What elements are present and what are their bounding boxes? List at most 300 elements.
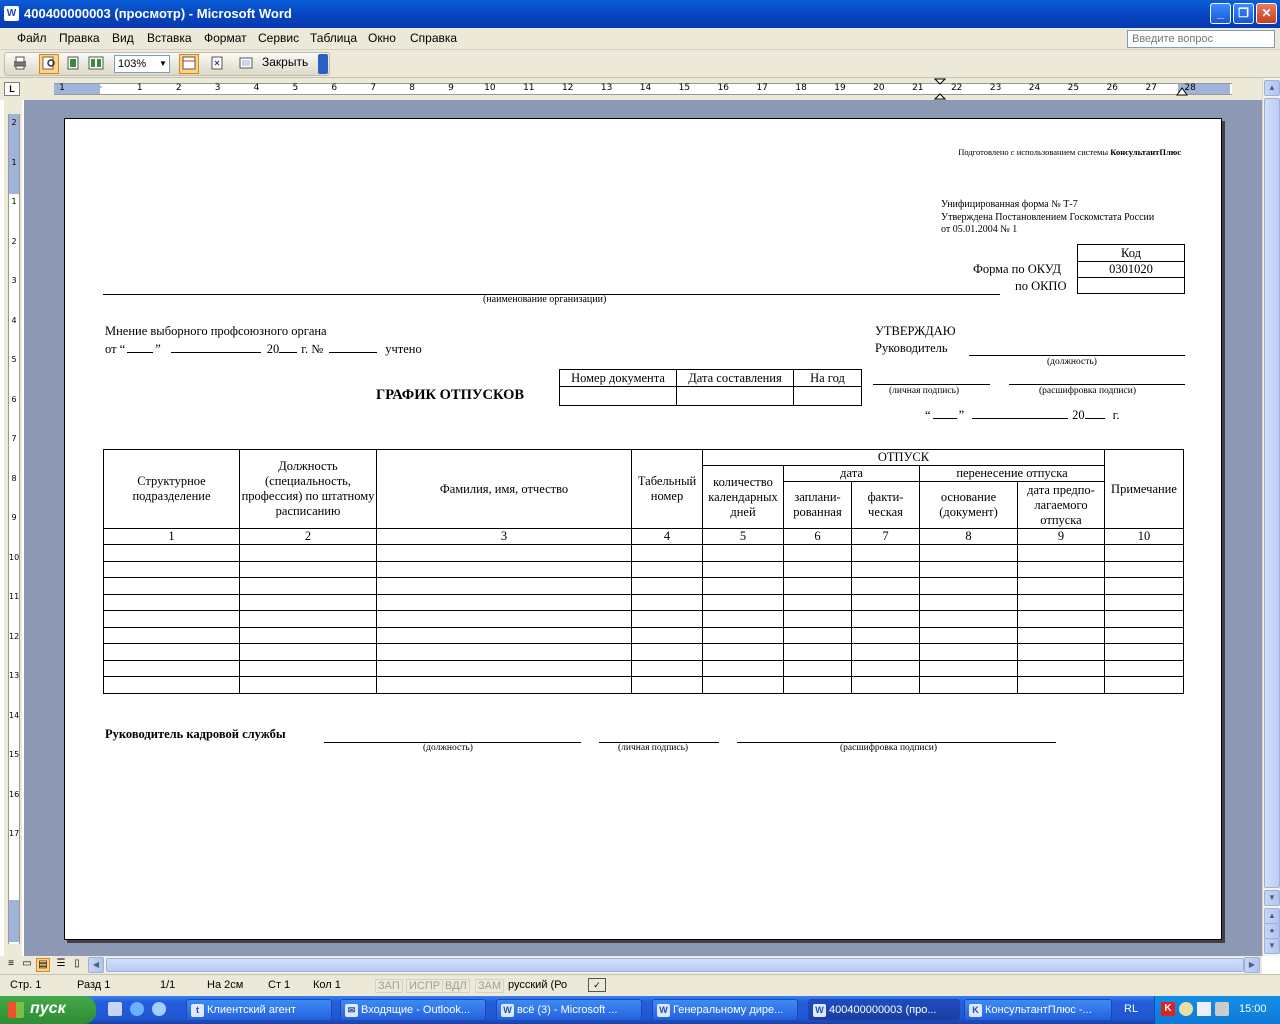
menu-bar xyxy=(0,28,1280,50)
table-cell[interactable] xyxy=(377,561,632,578)
table-cell[interactable] xyxy=(1018,627,1105,644)
consultant-icon: K xyxy=(969,1004,982,1017)
table-cell[interactable] xyxy=(104,677,240,694)
vertical-ruler-mark: 3 xyxy=(11,276,17,285)
ask-question-input[interactable]: Введите вопрос xyxy=(1127,30,1275,48)
ruler-mark: 21 xyxy=(912,83,924,93)
ruler-icon xyxy=(181,55,197,71)
ruler-mark: 12 xyxy=(561,83,574,93)
vertical-ruler xyxy=(4,100,22,956)
view-ruler-button[interactable] xyxy=(179,54,199,74)
table-row xyxy=(104,660,1184,677)
table-cell[interactable] xyxy=(784,677,852,694)
vertical-scrollbar[interactable] xyxy=(1262,78,1280,956)
table-cell[interactable] xyxy=(703,660,784,677)
vertical-ruler-mark: 14 xyxy=(9,710,20,720)
zoom-value: 103% xyxy=(118,58,147,70)
table-cell[interactable] xyxy=(703,545,784,562)
restore-button[interactable]: ❐ xyxy=(1233,3,1254,24)
one-page-button[interactable] xyxy=(63,54,83,74)
table-cell[interactable] xyxy=(104,561,240,578)
table-cell[interactable] xyxy=(632,578,703,595)
header-basis: основание (документ) xyxy=(920,482,1018,529)
vertical-ruler-mark: 6 xyxy=(11,394,17,404)
task-current-document[interactable] xyxy=(808,999,960,1021)
word-icon: W xyxy=(657,1004,670,1017)
okpo-label: по ОКПО xyxy=(1015,279,1067,293)
table-cell[interactable] xyxy=(240,644,377,661)
table-cell[interactable] xyxy=(1105,644,1184,661)
union-year-blank xyxy=(279,341,297,353)
approval-date-line xyxy=(925,407,1119,423)
table-cell[interactable] xyxy=(1018,561,1105,578)
meta-date-cell[interactable] xyxy=(677,387,794,406)
select-browse-object-button[interactable]: ● xyxy=(1264,923,1280,939)
table-cell[interactable] xyxy=(1105,561,1184,578)
scroll-left-button[interactable]: ◀ xyxy=(88,957,104,973)
union-day-blank xyxy=(127,341,153,353)
meta-year-cell[interactable] xyxy=(794,387,862,406)
magnifier-button[interactable] xyxy=(39,54,59,74)
header-vacation: ОТПУСК xyxy=(703,450,1105,466)
table-cell[interactable] xyxy=(852,611,920,628)
table-cell[interactable] xyxy=(1018,644,1105,661)
tab-selector[interactable]: L xyxy=(4,82,20,96)
header-name: Фамилия, имя, отчество xyxy=(377,450,632,529)
table-cell[interactable] xyxy=(920,545,1018,562)
approval-month-blank xyxy=(972,407,1068,419)
ruler-mark: 20 xyxy=(873,83,885,93)
table-cell[interactable] xyxy=(920,627,1018,644)
table-cell[interactable] xyxy=(1018,578,1105,595)
vertical-ruler-mark: 11 xyxy=(9,592,20,601)
approval-q2: ” xyxy=(958,408,965,422)
table-cell[interactable] xyxy=(377,611,632,628)
table-cell[interactable] xyxy=(920,594,1018,611)
system-tray xyxy=(1154,996,1280,1024)
task-label: КонсультантПлюс -... xyxy=(985,1004,1092,1016)
outlook-icon: ✉ xyxy=(345,1004,358,1017)
ruler-mark: 8 xyxy=(409,83,415,93)
table-cell[interactable] xyxy=(852,545,920,562)
menu-format[interactable]: Формат xyxy=(204,31,247,45)
column-number-cell: 6 xyxy=(784,529,852,545)
table-cell[interactable] xyxy=(240,611,377,628)
table-cell[interactable] xyxy=(1018,594,1105,611)
menu-insert[interactable]: Вставка xyxy=(147,31,192,45)
vertical-ruler-mark: 4 xyxy=(11,315,17,325)
table-cell[interactable] xyxy=(377,660,632,677)
reading-view-icon[interactable]: ▯ xyxy=(74,958,80,969)
task-icon: t xyxy=(191,1004,204,1017)
table-cell[interactable] xyxy=(920,561,1018,578)
column-number-cell: 3 xyxy=(377,529,632,545)
menu-tools[interactable]: Сервис xyxy=(258,31,300,45)
indent-marker-icon[interactable] xyxy=(934,78,946,100)
code-header: Код xyxy=(1078,245,1185,262)
meta-doc-number-cell[interactable] xyxy=(560,387,677,406)
union-opinion-label: Мнение выборного профсоюзного органа xyxy=(105,324,327,338)
table-cell[interactable] xyxy=(784,578,852,595)
network-icon[interactable] xyxy=(1197,1002,1211,1016)
table-cell[interactable] xyxy=(703,644,784,661)
table-cell[interactable] xyxy=(632,627,703,644)
table-cell[interactable] xyxy=(240,627,377,644)
task-outlook[interactable] xyxy=(340,999,486,1021)
table-cell[interactable] xyxy=(703,627,784,644)
next-page-button[interactable]: ▼ xyxy=(1264,938,1280,954)
language-indicator[interactable]: RL xyxy=(1124,1003,1139,1015)
task-label: всё (3) - Microsoft ... xyxy=(517,1004,618,1016)
table-cell[interactable] xyxy=(920,677,1018,694)
head-position-caption: (должность) xyxy=(1047,357,1097,367)
horizontal-scrollbar xyxy=(0,956,1262,974)
table-cell[interactable] xyxy=(632,561,703,578)
vertical-ruler-mark: 1 xyxy=(11,157,17,167)
meta-date-header: Дата составления xyxy=(677,370,794,387)
table-row xyxy=(104,578,1184,595)
table-cell[interactable] xyxy=(240,578,377,595)
table-cell[interactable] xyxy=(784,644,852,661)
status-track-changes[interactable]: ИСПР xyxy=(406,979,443,993)
table-cell[interactable] xyxy=(632,611,703,628)
table-cell[interactable] xyxy=(1018,545,1105,562)
clock: 15:00 xyxy=(1239,1003,1267,1015)
table-cell[interactable] xyxy=(703,561,784,578)
table-cell[interactable] xyxy=(377,578,632,595)
status-language[interactable]: русский (Ро xyxy=(508,979,568,991)
table-cell[interactable] xyxy=(104,545,240,562)
table-cell[interactable] xyxy=(1018,611,1105,628)
vertical-ruler-mark: 8 xyxy=(11,473,17,483)
table-cell[interactable] xyxy=(240,677,377,694)
table-cell[interactable] xyxy=(852,594,920,611)
one-page-icon xyxy=(65,55,81,71)
table-cell[interactable] xyxy=(784,561,852,578)
table-cell[interactable] xyxy=(784,611,852,628)
table-cell[interactable] xyxy=(1105,627,1184,644)
header-tab-number: Табельный номер xyxy=(632,450,703,529)
ruler-mark: 10 xyxy=(484,83,496,93)
ruler-mark: 19 xyxy=(834,83,846,93)
table-cell[interactable] xyxy=(240,594,377,611)
table-cell[interactable] xyxy=(920,611,1018,628)
org-caption: (наименование организации) xyxy=(483,294,607,305)
table-cell[interactable] xyxy=(852,578,920,595)
start-button[interactable] xyxy=(0,996,96,1024)
close-preview-button[interactable]: Закрыть xyxy=(262,55,309,69)
vertical-ruler-mark: 13 xyxy=(9,671,20,680)
union-year-prefix: 20 xyxy=(266,342,280,356)
shrink-to-fit-button[interactable] xyxy=(207,54,227,74)
hr-head-label: Руководитель кадровой службы xyxy=(105,727,286,741)
header-position: Должность (специальность, профессия) по штатному расписанию xyxy=(240,450,377,529)
vertical-ruler-mark: 5 xyxy=(11,355,17,364)
vertical-ruler-mark: 15 xyxy=(9,750,20,759)
unified-form-line: Унифицированная форма № Т-7 xyxy=(941,199,1078,210)
table-cell[interactable] xyxy=(703,677,784,694)
table-cell[interactable] xyxy=(632,644,703,661)
print-button[interactable] xyxy=(10,54,30,74)
print-preview-toolbar xyxy=(0,50,1280,78)
vertical-ruler-mark: 1 xyxy=(11,197,17,206)
table-cell[interactable] xyxy=(920,644,1018,661)
okpo-value xyxy=(1078,278,1185,294)
header-planned: заплани-рованная xyxy=(784,482,852,529)
table-cell[interactable] xyxy=(852,644,920,661)
printer-icon xyxy=(12,55,28,71)
zoom-select[interactable] xyxy=(114,55,170,73)
column-number-cell: 5 xyxy=(703,529,784,545)
hr-signature-caption: (личная подпись) xyxy=(618,743,689,753)
head-label: Руководитель xyxy=(875,341,948,355)
hr-decode-caption: (расшифровка подписи) xyxy=(840,743,937,753)
scroll-thumb[interactable] xyxy=(1264,98,1280,888)
table-cell[interactable] xyxy=(852,660,920,677)
task-client-agent[interactable] xyxy=(186,999,332,1021)
header-unit: Структурное подразделение xyxy=(104,450,240,529)
table-cell[interactable] xyxy=(920,660,1018,677)
task-general-director[interactable] xyxy=(652,999,798,1021)
print-layout-icon[interactable]: ▤ xyxy=(36,958,50,972)
table-cell[interactable] xyxy=(104,660,240,677)
multiple-pages-button[interactable] xyxy=(86,54,106,74)
header-days: количество календарных дней xyxy=(703,466,784,529)
antivirus-icon[interactable]: K xyxy=(1161,1002,1175,1016)
table-cell[interactable] xyxy=(1105,611,1184,628)
ruler-mark: 1 xyxy=(136,83,143,93)
table-cell[interactable] xyxy=(377,677,632,694)
table-cell[interactable] xyxy=(703,611,784,628)
column-numbers-row xyxy=(104,529,1184,545)
table-cell[interactable] xyxy=(104,627,240,644)
table-cell[interactable] xyxy=(784,627,852,644)
table-cell[interactable] xyxy=(852,627,920,644)
table-cell[interactable] xyxy=(784,545,852,562)
word-app-icon[interactable]: W xyxy=(4,6,19,21)
table-cell[interactable] xyxy=(1105,594,1184,611)
internet-explorer-icon[interactable] xyxy=(152,1002,166,1016)
outlook-quicklaunch-icon[interactable] xyxy=(130,1002,144,1016)
tray-app-icon[interactable] xyxy=(1179,1002,1193,1016)
head-decode-line xyxy=(1009,384,1185,385)
table-cell[interactable] xyxy=(852,561,920,578)
vacation-schedule-table xyxy=(103,449,1184,694)
table-cell[interactable] xyxy=(240,660,377,677)
menu-edit[interactable]: Правка xyxy=(59,31,100,45)
vertical-ruler-mark: 7 xyxy=(11,434,17,443)
chevron-down-icon: ▼ xyxy=(159,59,167,68)
ruler-mark: 25 xyxy=(1067,83,1080,93)
prepared-brand: КонсультантПлюс xyxy=(1110,147,1181,157)
table-cell[interactable] xyxy=(104,611,240,628)
vertical-ruler-track xyxy=(8,114,20,944)
table-cell[interactable] xyxy=(1105,677,1184,694)
menu-view[interactable]: Вид xyxy=(112,31,134,45)
table-cell[interactable] xyxy=(784,594,852,611)
table-row xyxy=(104,594,1184,611)
ruler-mark: 22 xyxy=(950,83,963,93)
table-cell[interactable] xyxy=(1018,677,1105,694)
close-window-button[interactable]: ✕ xyxy=(1256,3,1277,24)
volume-icon[interactable] xyxy=(1215,1002,1229,1016)
header-note: Примечание xyxy=(1105,450,1184,529)
column-number-cell: 4 xyxy=(632,529,703,545)
table-cell[interactable] xyxy=(1105,545,1184,562)
table-cell[interactable] xyxy=(104,594,240,611)
status-page: Стр. 1 xyxy=(10,979,42,991)
table-cell[interactable] xyxy=(784,660,852,677)
minimize-button[interactable]: _ xyxy=(1210,3,1231,24)
window-title: 400400000003 (просмотр) - Microsoft Word xyxy=(24,6,292,21)
union-month-blank xyxy=(171,341,261,353)
vertical-ruler-bottom-margin xyxy=(9,900,19,942)
union-ot: от “ xyxy=(105,342,126,356)
header-expected-date: дата предпо-лагаемого отпуска xyxy=(1018,482,1105,529)
table-row xyxy=(104,644,1184,661)
unified-form-block xyxy=(941,199,1154,237)
union-date-line xyxy=(105,341,422,357)
multiple-pages-icon xyxy=(88,55,104,71)
right-indent-icon[interactable] xyxy=(1176,86,1188,96)
table-cell[interactable] xyxy=(377,594,632,611)
scroll-up-button[interactable]: ▲ xyxy=(1264,80,1280,96)
ruler-mark: 7 xyxy=(370,83,377,93)
table-cell[interactable] xyxy=(377,545,632,562)
head-signature-line xyxy=(873,384,990,385)
union-number-label: г. № xyxy=(301,342,324,356)
meta-doc-number-header: Номер документа xyxy=(560,370,677,387)
column-number-cell: 7 xyxy=(852,529,920,545)
status-record[interactable]: ЗАП xyxy=(375,979,403,993)
ruler-track xyxy=(54,83,1232,95)
table-cell[interactable] xyxy=(377,644,632,661)
table-cell[interactable] xyxy=(703,594,784,611)
head-position-line xyxy=(969,355,1185,356)
title-bar xyxy=(0,0,1280,28)
vertical-ruler-mark: 10 xyxy=(9,552,20,562)
menu-window[interactable]: Окно xyxy=(368,31,396,45)
task-label: Генеральному дире... xyxy=(673,1004,784,1016)
table-cell[interactable] xyxy=(1105,660,1184,677)
table-cell[interactable] xyxy=(632,677,703,694)
table-cell[interactable] xyxy=(377,627,632,644)
ruler-mark: 13 xyxy=(600,83,613,93)
table-cell[interactable] xyxy=(632,660,703,677)
shrink-to-fit-icon xyxy=(209,55,225,71)
start-label: пуск xyxy=(30,1000,66,1017)
ruler-mark: 11 xyxy=(523,83,535,93)
status-position: На 2см xyxy=(207,979,244,991)
prepared-text: Подготовлено с использованием системы xyxy=(958,147,1111,157)
ruler-mark: · xyxy=(99,83,103,93)
status-line: Ст 1 xyxy=(268,979,291,991)
spelling-book-icon[interactable]: ✓ xyxy=(588,978,606,992)
previous-page-button[interactable]: ▲ xyxy=(1264,908,1280,924)
table-cell[interactable] xyxy=(240,561,377,578)
task-label: Клиентский агент xyxy=(207,1004,296,1016)
table-cell[interactable] xyxy=(852,677,920,694)
full-screen-icon xyxy=(238,55,254,71)
table-cell[interactable] xyxy=(104,578,240,595)
document-title: ГРАФИК ОТПУСКОВ xyxy=(376,387,525,403)
menu-table[interactable]: Таблица xyxy=(310,31,358,45)
approval-q1: “ xyxy=(925,408,931,422)
approved-by-line: Утверждена Постановлением Госкомстата России xyxy=(941,211,1155,223)
prepared-note xyxy=(958,147,1181,157)
task-word-all[interactable] xyxy=(496,999,642,1021)
scroll-right-button[interactable]: ▶ xyxy=(1244,957,1260,973)
scroll-down-button[interactable]: ▼ xyxy=(1264,890,1280,906)
table-cell[interactable] xyxy=(1018,660,1105,677)
table-cell[interactable] xyxy=(240,545,377,562)
word-icon: W xyxy=(501,1004,514,1017)
outline-view-icon[interactable]: ☰ xyxy=(56,958,66,969)
table-cell[interactable] xyxy=(632,594,703,611)
status-extend[interactable]: ВДЛ xyxy=(442,979,470,993)
ruler-mark: 28 xyxy=(1184,83,1196,93)
document-page[interactable] xyxy=(64,118,1222,940)
web-view-icon[interactable]: ▭ xyxy=(22,958,32,969)
ruler-mark: 23 xyxy=(989,83,1002,93)
table-cell[interactable] xyxy=(104,644,240,661)
windows-logo-icon xyxy=(8,1002,24,1018)
column-number-cell: 8 xyxy=(920,529,1018,545)
union-q2: ” xyxy=(155,342,161,356)
normal-view-icon[interactable]: ≡ xyxy=(8,958,14,969)
head-signature-caption: (личная подпись) xyxy=(889,386,960,396)
ruler-mark: 1 xyxy=(59,83,65,93)
ruler-mark: 14 xyxy=(639,83,652,93)
union-accounted: учтено xyxy=(385,342,422,356)
taskbar xyxy=(0,996,1280,1024)
task-label: Входящие - Outlook... xyxy=(361,1004,471,1016)
full-screen-button[interactable] xyxy=(236,54,256,74)
header-actual: факти-ческая xyxy=(852,482,920,529)
vertical-ruler-mark: 9 xyxy=(11,513,17,522)
ruler-mark: 27 xyxy=(1145,83,1157,93)
task-consultant[interactable] xyxy=(964,999,1112,1021)
status-pages: 1/1 xyxy=(160,979,176,991)
task-label: 400400000003 (про... xyxy=(829,1004,937,1016)
ruler-mark: 4 xyxy=(253,83,260,93)
table-cell[interactable] xyxy=(920,578,1018,595)
okud-label: Форма по ОКУД xyxy=(973,262,1061,276)
head-decode-caption: (расшифровка подписи) xyxy=(1039,386,1136,396)
ruler-mark: 26 xyxy=(1106,83,1119,93)
table-cell[interactable] xyxy=(632,545,703,562)
menu-help[interactable]: Справка xyxy=(410,31,458,45)
codes-table xyxy=(1077,244,1185,294)
vertical-ruler-mark: 2 xyxy=(11,118,17,127)
toolbar-options-icon[interactable] xyxy=(318,54,328,74)
table-row xyxy=(104,561,1184,578)
show-desktop-icon[interactable] xyxy=(108,1002,122,1016)
status-column: Кол 1 xyxy=(313,979,341,991)
vertical-ruler-mark: 2 xyxy=(11,236,17,246)
column-number-cell: 10 xyxy=(1105,529,1184,545)
horizontal-scroll-thumb[interactable] xyxy=(106,958,1244,972)
approval-day-blank xyxy=(933,407,957,419)
menu-file[interactable]: Файл xyxy=(17,31,47,45)
table-cell[interactable] xyxy=(1105,578,1184,595)
table-cell[interactable] xyxy=(703,578,784,595)
header-transfer: перенесение отпуска xyxy=(920,466,1105,482)
column-number-cell: 1 xyxy=(104,529,240,545)
status-overtype[interactable]: ЗАМ xyxy=(475,979,504,993)
status-bar xyxy=(0,974,1280,996)
table-row xyxy=(104,611,1184,628)
